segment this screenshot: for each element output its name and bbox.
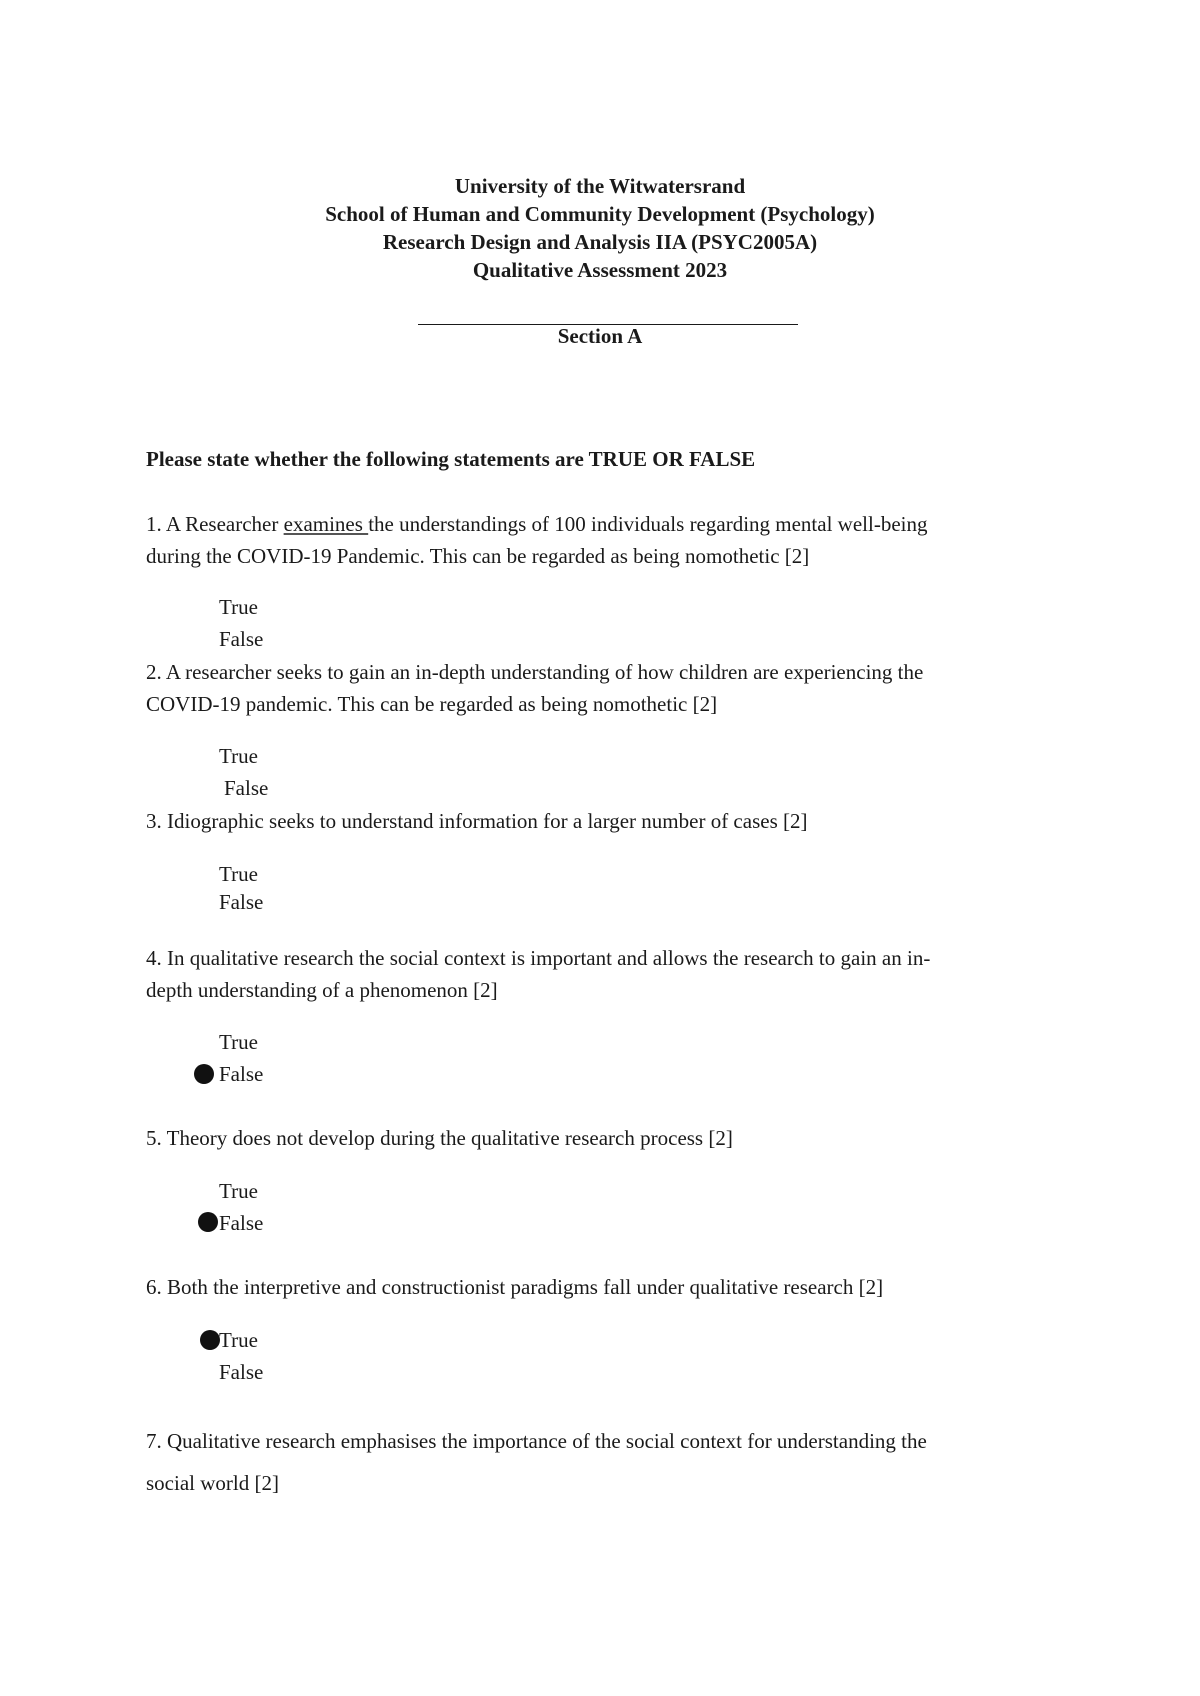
document-header — [0, 172, 1200, 284]
header-course: Research Design and Analysis IIA (PSYC2005A) — [382, 230, 818, 254]
filled-answer-bubble — [194, 1064, 214, 1084]
question-6-option-true[interactable]: True — [219, 1328, 258, 1352]
section-title: Section A — [557, 324, 643, 348]
question-1-line-2: during the COVID-19 Pandemic. This can be regarded as being nomothetic [2] — [146, 544, 810, 568]
question-3 — [146, 805, 1086, 837]
question-2 — [146, 656, 1086, 720]
question-6-line-1: 6. Both the interpretive and constructionist paradigms fall under qualitative research [2] — [146, 1275, 884, 1299]
question-2-option-false[interactable]: False — [224, 776, 269, 800]
header-assessment: Qualitative Assessment 2023 — [472, 258, 728, 282]
question-1-line-1: 1. A Researcher examines the understandings of 100 individuals regarding mental well-being — [146, 512, 928, 536]
question-4 — [146, 942, 1086, 1006]
question-2-line-2: COVID-19 pandemic. This can be regarded as being nomothetic [2] — [146, 692, 718, 716]
question-3-option-false[interactable]: False — [219, 890, 264, 914]
question-5-line-1: 5. Theory does not develop during the qualitative research process [2] — [146, 1126, 733, 1150]
question-5-option-false[interactable]: False — [219, 1211, 264, 1235]
underlined-word: examines — [283, 512, 369, 536]
question-4-line-1: 4. In qualitative research the social context is important and allows the research to gain an in- — [146, 946, 931, 970]
question-7-line-1: 7. Qualitative research emphasises the importance of the social context for understanding the — [146, 1429, 927, 1453]
instruction-text: Please state whether the following statements are TRUE OR FALSE — [146, 447, 756, 471]
question-1 — [146, 508, 1086, 572]
question-6-option-false[interactable]: False — [219, 1360, 264, 1384]
header-university: University of the Witwatersrand — [454, 174, 746, 198]
question-3-option-true[interactable]: True — [219, 862, 258, 886]
question-4-line-2: depth understanding of a phenomenon [2] — [146, 978, 498, 1002]
header-school: School of Human and Community Development (Psychology) — [325, 202, 875, 226]
filled-answer-bubble — [198, 1212, 218, 1232]
question-4-option-true[interactable]: True — [219, 1030, 258, 1054]
question-7 — [146, 1420, 1086, 1504]
question-2-line-1: 2. A researcher seeks to gain an in-depth understanding of how children are experiencing the — [146, 660, 924, 684]
question-7-line-2: social world [2] — [146, 1471, 279, 1495]
question-5-option-true[interactable]: True — [219, 1179, 258, 1203]
question-1-option-false[interactable]: False — [219, 627, 264, 651]
question-2-option-true[interactable]: True — [219, 744, 258, 768]
question-1-option-true[interactable]: True — [219, 595, 258, 619]
question-5 — [146, 1122, 1086, 1154]
question-4-option-false[interactable]: False — [219, 1062, 264, 1086]
question-6 — [146, 1271, 1086, 1303]
filled-answer-bubble — [200, 1330, 220, 1350]
question-3-line-1: 3. Idiographic seeks to understand information for a larger number of cases [2] — [146, 809, 808, 833]
